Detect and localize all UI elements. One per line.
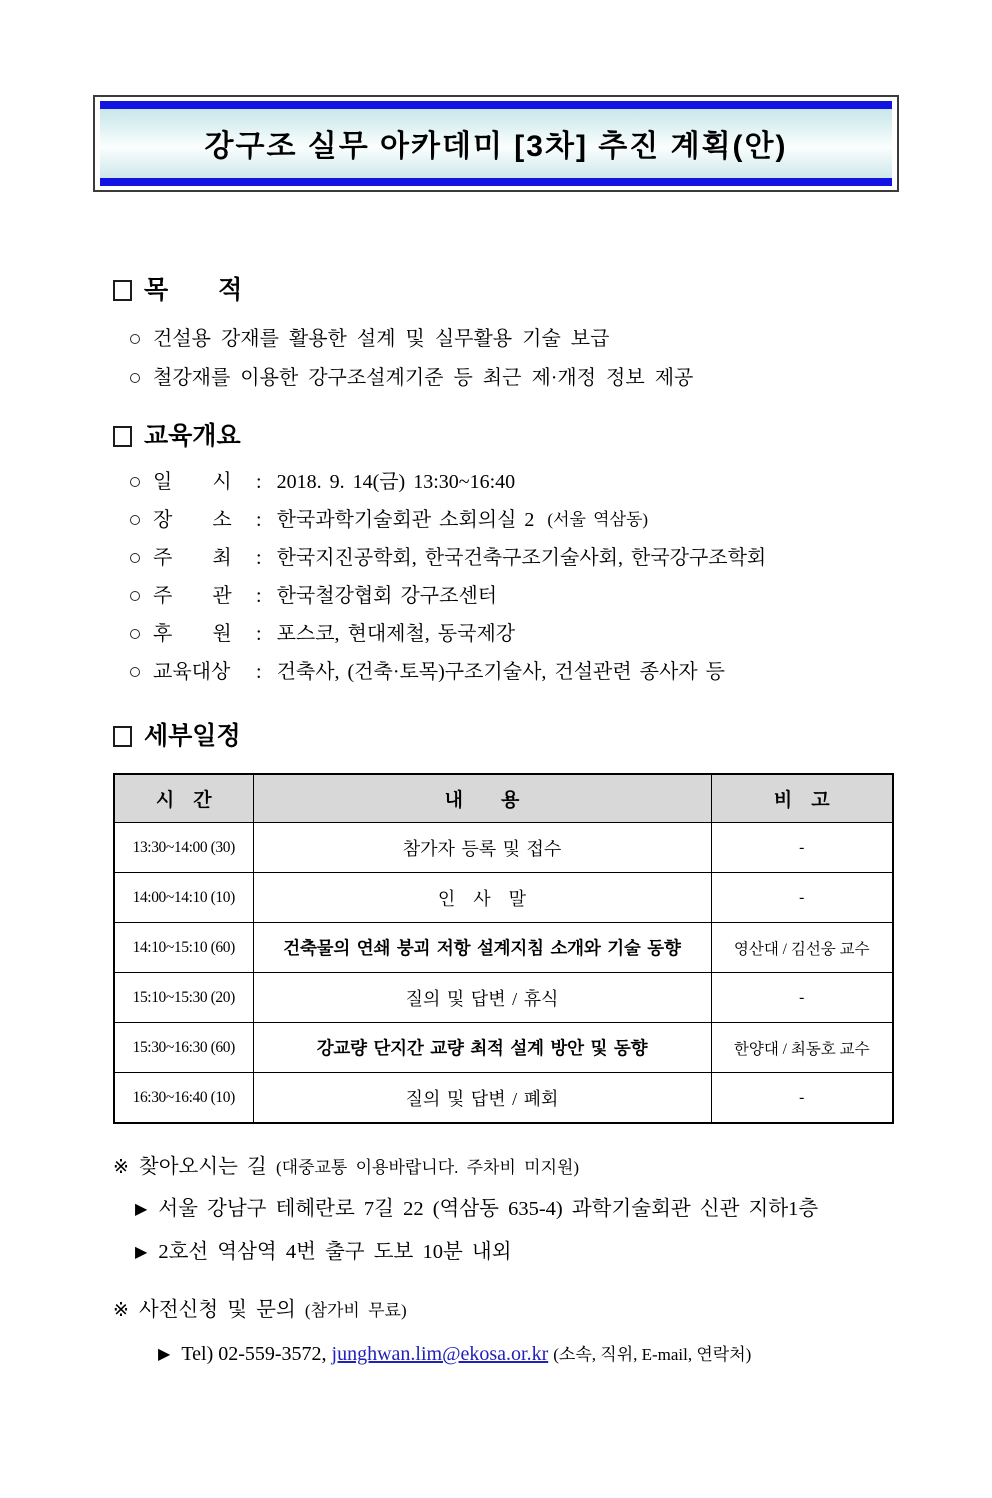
checkbox-icon (113, 280, 132, 301)
document-page (0, 95, 992, 1498)
cell-content: 참가자 등록 및 접수 (253, 823, 711, 873)
overview-row-organizer (130, 584, 894, 608)
section-heading-purpose (113, 276, 894, 304)
checkbox-icon (113, 426, 132, 447)
overview-colon: : (256, 547, 262, 569)
cell-time: 15:30~16:30 (60) (114, 1023, 253, 1073)
table-row (114, 1073, 893, 1124)
directions-heading-label: 찾아오시는 길 (138, 1156, 267, 1178)
schedule-table (113, 773, 894, 1124)
checkbox-icon (113, 726, 132, 747)
cell-time: 13:30~14:00 (30) (114, 823, 253, 873)
arrow-bullet-icon: ▶ (158, 1346, 171, 1363)
table-row (114, 873, 893, 923)
cell-content: 질의 및 답변 / 폐회 (253, 1073, 711, 1124)
purpose-item (130, 366, 894, 390)
overview-row-hosts (130, 546, 894, 570)
application-heading-label: 사전신청 및 문의 (138, 1299, 296, 1321)
overview-heading-label: 교육개요 (144, 422, 241, 450)
overview-value: 한국철강협회 강구조센터 (276, 585, 498, 607)
table-row (114, 923, 893, 973)
overview-value: 포스코, 현대제철, 동국제강 (276, 623, 516, 645)
overview-label: 후 원 (153, 623, 232, 645)
cell-content: 인 사 말 (253, 873, 711, 923)
cell-content: 강교량 단지간 교량 최적 설계 방안 및 동향 (253, 1023, 711, 1073)
overview-row-datetime (130, 470, 894, 494)
application-heading-note: (참가비 무료) (304, 1301, 407, 1320)
title-banner-inner (100, 101, 892, 186)
overview-colon: : (256, 585, 262, 607)
circle-bullet-icon (130, 553, 140, 563)
section-heading-overview (113, 422, 894, 450)
purpose-item-text: 건설용 강재를 활용한 설계 및 실무활용 기술 보급 (153, 328, 610, 350)
arrow-bullet-icon: ▶ (135, 1201, 148, 1218)
overview-label: 주 최 (153, 547, 232, 569)
reference-mark-icon: ※ (113, 1300, 129, 1321)
overview-value: 건축사, (건축·토목)구조기술사, 건설관련 종사자 등 (276, 661, 725, 683)
cell-note: - (711, 1073, 893, 1124)
overview-colon: : (256, 623, 262, 645)
cell-note: - (711, 973, 893, 1023)
table-header-content: 내 용 (253, 774, 711, 823)
table-row (114, 973, 893, 1023)
overview-label: 주 관 (153, 585, 232, 607)
overview-colon: : (256, 471, 262, 493)
cell-content: 질의 및 답변 / 휴식 (253, 973, 711, 1023)
section-heading-schedule (113, 722, 894, 750)
cell-note: 영산대 / 김선웅 교수 (711, 923, 893, 973)
overview-row-sponsors (130, 622, 894, 646)
overview-row-audience (130, 660, 894, 684)
table-header-row (114, 774, 893, 823)
cell-time: 14:00~14:10 (10) (114, 873, 253, 923)
table-header-note: 비 고 (711, 774, 893, 823)
circle-bullet-icon (130, 477, 140, 487)
overview-value: 한국지진공학회, 한국건축구조기술사회, 한국강구조학회 (276, 547, 767, 569)
cell-note: - (711, 873, 893, 923)
circle-bullet-icon (130, 591, 140, 601)
contact-tel: Tel) 02-559-3572, (181, 1343, 327, 1365)
application-heading (113, 1297, 894, 1324)
cell-time: 14:10~15:10 (60) (114, 923, 253, 973)
directions-item-text: 서울 강남구 테헤란로 7길 22 (역삼동 635-4) 과학기술회관 신관 지하1층 (158, 1198, 819, 1220)
cell-note: 한양대 / 최동호 교수 (711, 1023, 893, 1073)
arrow-bullet-icon: ▶ (135, 1244, 148, 1261)
overview-value-note: (서울 역삼동) (547, 510, 649, 529)
purpose-item-text: 철강재를 이용한 강구조설계기준 등 최근 제·개정 정보 제공 (153, 367, 694, 389)
circle-bullet-icon (130, 373, 140, 383)
directions-heading-note: (대중교통 이용바랍니다. 주차비 미지원) (276, 1158, 580, 1177)
circle-bullet-icon (130, 629, 140, 639)
contact-line (158, 1341, 894, 1369)
title-banner (93, 95, 899, 192)
circle-bullet-icon (130, 334, 140, 344)
overview-colon: : (256, 661, 262, 683)
directions-heading (113, 1154, 894, 1181)
contact-email-link[interactable]: junghwan.lim@ekosa.or.kr (331, 1343, 549, 1365)
overview-colon: : (256, 509, 262, 531)
purpose-item (130, 327, 894, 351)
purpose-heading-label: 목 적 (144, 276, 243, 304)
table-row (114, 1023, 893, 1073)
directions-item-subway (135, 1239, 894, 1267)
cell-time: 15:10~15:30 (20) (114, 973, 253, 1023)
circle-bullet-icon (130, 667, 140, 677)
reference-mark-icon: ※ (113, 1157, 129, 1178)
schedule-heading-label: 세부일정 (144, 722, 241, 750)
overview-label: 일 시 (153, 471, 232, 493)
cell-time: 16:30~16:40 (10) (114, 1073, 253, 1124)
directions-item-text: 2호선 역삼역 4번 출구 도보 10분 내외 (158, 1241, 512, 1263)
cell-note: - (711, 823, 893, 873)
circle-bullet-icon (130, 515, 140, 525)
directions-item-address (135, 1196, 894, 1224)
cell-content: 건축물의 연쇄 붕괴 저항 설계지침 소개와 기술 동향 (253, 923, 711, 973)
overview-label: 장 소 (153, 509, 232, 531)
overview-value: 2018. 9. 14(금) 13:30~16:40 (276, 471, 516, 493)
overview-row-venue (130, 508, 894, 532)
table-header-time: 시 간 (114, 774, 253, 823)
page-title: 강구조 실무 아카데미 [3차] 추진 계획(안) (204, 130, 788, 163)
contact-email-note: (소속, 직위, E-mail, 연락처) (553, 1345, 752, 1364)
table-row (114, 823, 893, 873)
overview-value: 한국과학기술회관 소회의실 2 (276, 509, 535, 531)
overview-label: 교육대상 (153, 661, 231, 683)
